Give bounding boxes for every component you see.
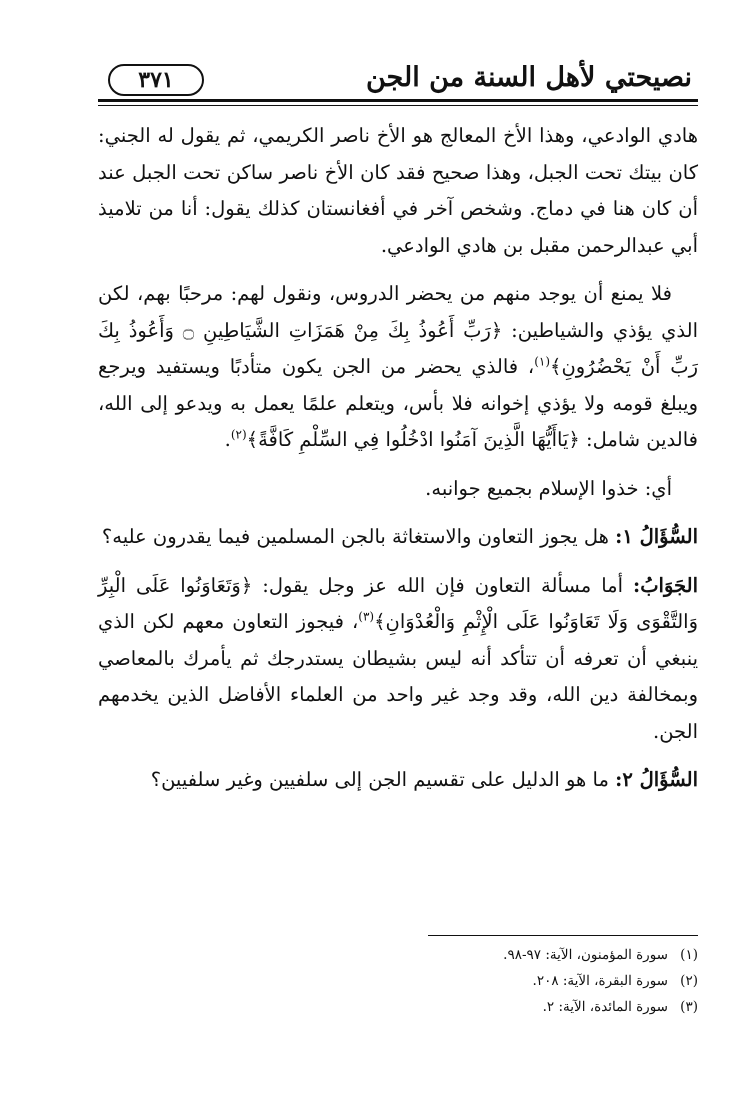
header-rule-thin (98, 105, 698, 106)
footnote-text: سورة المائدة، الآية: ٢. (542, 999, 668, 1015)
paragraph-text: هادي الوادعي، وهذا الأخ المعالج هو الأخ ناصر الكريمي، ثم يقول له الجني: كان بيتك تحت الجبل، وهذا صحيح فقد كان الأخ ناصر ساكن تحت الجبل عند أن كان هنا في دماج. وشخص آخر في أفغانستان كذلك يقول: أنا من تلاميذ أبي عبدالرحمن مقبل بن هادي الوادعي. (98, 124, 698, 257)
question (98, 519, 698, 556)
header-rule (98, 99, 698, 102)
footnote (98, 968, 698, 994)
paragraph-text: ، فالذي يحضر من الجن يكون متأدبًا ويستفيد ويرجع ويبلغ قومه ولا يؤذي إخوانه فلا بأس، ويتعلم علمًا يعمل به ويدعو إلى الله، فالدين شامل: ﴿يَاأَيُّهَا الَّذِينَ آمَنُوا ادْخُلُوا فِي السِّلْمِ كَافَّةً﴾ (98, 355, 698, 451)
answer-label: الجَوَابُ: (633, 573, 698, 597)
footnote-ref: (٣) (358, 609, 375, 624)
question-text: ما هو الدليل على تقسيم الجن إلى سلفيين وغير سلفيين؟ (150, 768, 616, 791)
footnote-ref: (١) (534, 354, 551, 369)
running-title: نصيحتي لأهل السنة من الجن (365, 62, 692, 93)
footnote-rule (428, 935, 698, 936)
footnote-text: سورة البقرة، الآية: ٢٠٨. (532, 973, 668, 989)
footnote-ref: (٢) (230, 427, 247, 442)
footnote-number: (٣) (680, 999, 698, 1015)
page-number: ٣٧١ (108, 64, 204, 96)
footnote-text: سورة المؤمنون، الآية: ٩٧-٩٨. (503, 947, 668, 963)
footnote-number: (١) (680, 947, 698, 963)
paragraph (98, 471, 698, 508)
main-text (98, 118, 698, 811)
page-header (98, 60, 698, 100)
question-label: السُّؤَالُ ٢: (615, 768, 698, 791)
footnote (98, 942, 698, 968)
paragraph-text: . (224, 428, 231, 451)
footnotes (98, 942, 698, 1020)
answer (98, 568, 698, 751)
footnote-number: (٢) (680, 973, 698, 989)
paragraph (98, 276, 698, 459)
paragraph-text: فلا يمنع أن يوجد منهم من يحضر الدروس، ونقول لهم: مرحبًا بهم، لكن الذي يؤذي والشياطين: ﴿رَبِّ أَعُوذُ بِكَ مِنْ هَمَزَاتِ الشَّيَاطِينِ ۝ وَأَعُوذُ بِكَ رَبِّ أَنْ يَحْضُرُونِ﴾ (98, 282, 699, 378)
question-text: هل يجوز التعاون والاستغاثة بالجن المسلمين فيما يقدرون عليه؟ (101, 525, 616, 548)
paragraph (98, 118, 698, 264)
answer-text: ، فيجوز التعاون معهم لكن الذي ينبغي أن تعرفه أن تتأكد أنه ليس بشيطان يستدرجك ثم يأمرك بالمعاصي وبمخالفة دين الله، وقد وجد غير واحد من العلماء الأفاضل الذين يخدمهم الجن. (98, 610, 698, 743)
footnote (98, 994, 698, 1020)
question-label: السُّؤَالُ ١: (615, 525, 698, 548)
answer-text: أما مسألة التعاون فإن الله عز وجل يقول: ﴿وَتَعَاوَنُوا عَلَى الْبِرِّ وَالتَّقْوَى وَلَا تَعَاوَنُوا عَلَى الْإِثْمِ وَالْعُدْوَانِ﴾ (98, 573, 698, 633)
question (98, 762, 698, 799)
paragraph-text: أي: خذوا الإسلام بجميع جوانبه. (425, 476, 672, 500)
